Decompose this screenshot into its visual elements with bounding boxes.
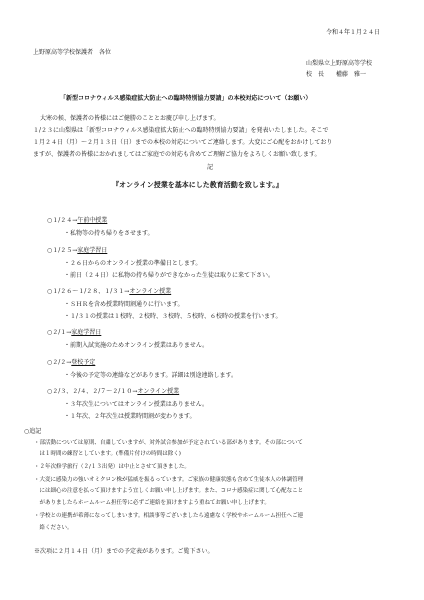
intro-line-3: １月２４日（月）〜２月１３日（日）までの本校の対応についてご連絡します。大変にご心配をおかけしており [33, 139, 333, 146]
schedule-item-1-date: ○１/２４→ [47, 217, 78, 224]
footer-note: ※次項に２月１４日（月）までの予定表があります。ご覧下さい。 [34, 548, 214, 555]
ki-label: 記 [207, 164, 214, 171]
schedule-item-3-type: オンライン授業 [129, 288, 172, 295]
schedule-item-2-date: ○１/２５→ [47, 247, 78, 254]
intro-line-1: 大寒の候、保護者の皆様にはご健勝のこととお慶び申し上げます。 [40, 115, 220, 122]
note-line-8: 絡ください。 [34, 525, 73, 531]
schedule-item-3-note-2: ・１/３１の授業は１校時、２校時、３校時、５校時、６校時の授業を行います。 [64, 313, 282, 320]
schedule-item-1-note-1: ・私物等の持ち帰りをさせます。 [64, 230, 154, 237]
intro-line-4: ますが、保護者の皆様におかれましてはご家庭での対応も含めてご理解ご協力をよろしくお願い致します。 [33, 151, 321, 158]
schedule-item-2-note-2: ・前日（２４日）に私物の持ち帰りができなかった生徒は取りに来て下さい。 [64, 272, 275, 279]
sender-school: 山梨県立上野原高等学校 [306, 60, 373, 67]
sender-principal: 校 長 權藤 雅一 [306, 71, 367, 78]
headline: 『オンライン授業を基本にした教育活動を致します。』 [112, 180, 283, 189]
schedule-item-4-date: ○２/１→ [47, 329, 72, 336]
schedule-item-5-note-1: ・今後の予定等の連絡などがあります。詳細は別途連絡します。 [64, 372, 238, 379]
intro-line-2: １/２３に山梨県は「新型コロナウィルス感染症拡大防止への臨時特別協力要請」を発表いたしました。そこで [33, 127, 329, 134]
schedule-item-6-head [47, 389, 179, 395]
notes-title: ○追記 [24, 428, 42, 435]
schedule-item-2-type: 家庭学習日 [77, 247, 108, 254]
schedule-item-4-type: 家庭学習日 [71, 329, 102, 336]
schedule-item-5-head [47, 360, 95, 366]
schedule-item-5-date: ○２/２→ [47, 359, 72, 366]
addressee: 上野原高等学校保護者 各位 [33, 49, 112, 56]
schedule-item-6-note-1: ・３年次生についてはオンライン授業はありません。 [64, 401, 209, 408]
schedule-item-1-type: 午前中授業 [77, 217, 108, 224]
note-line-6: がありましたらホームルーム担任等に必ずご連絡を頂けますよう重ねてお願い申し上げます。 [34, 500, 270, 506]
schedule-item-4-head [47, 330, 101, 336]
schedule-item-3-head [47, 289, 171, 295]
note-line-1: ・部活動については原則、自粛していますが、対外試合参加が予定されている部があります。その部について [34, 440, 303, 446]
schedule-item-6-note-2: ・１年次、２年次生は授業時間割が変わります。 [64, 413, 196, 420]
document-date: 令和４年１月２４日 [326, 29, 381, 36]
schedule-item-1-head [47, 218, 107, 224]
page-title: 「新型コロナウィルス感染症拡大防止への臨時特別協力要請」の本校対応について（お願い） [60, 95, 312, 102]
note-line-5: には細心の注意を払って頂けますよう宜しくお願い申し上げます。また、コロナ感染症に関して心配なこと [34, 488, 304, 494]
schedule-item-6-date: ○２/３、２/４、２/７〜２/１０→ [47, 388, 138, 395]
note-line-2: は１時間の練習としています。(準備片付けの時間は除く) [34, 451, 181, 457]
note-line-4: ・大変に感染力の強いオミクロン株が猛威を振るっています。ご家族の健康状態も含めて生徒本人の体調管理 [34, 477, 304, 483]
note-line-3: ・２年次修学旅行（２/１３出発）は中止とさせて頂きました。 [34, 464, 190, 470]
schedule-item-2-head [47, 248, 107, 254]
schedule-item-5-type: 登校予定 [71, 359, 96, 366]
note-line-7: ・学校との連携が希薄になってしまいます。相談事等ございましたら遠慮なく学校やホームルーム担任へご連 [34, 513, 304, 519]
schedule-item-4-note-1: ・前期入試実施のためオンライン授業はありません。 [64, 342, 209, 349]
schedule-item-3-date: ○１/２６〜１/２８、１/３１→ [47, 288, 130, 295]
schedule-item-6-type: オンライン授業 [137, 388, 180, 395]
schedule-item-3-note-1: ・ＳＨＲを含め授業時間割通りに行います。 [64, 301, 184, 308]
schedule-item-2-note-1: ・２６日からのオンライン授業の準備日とします。 [64, 260, 202, 267]
